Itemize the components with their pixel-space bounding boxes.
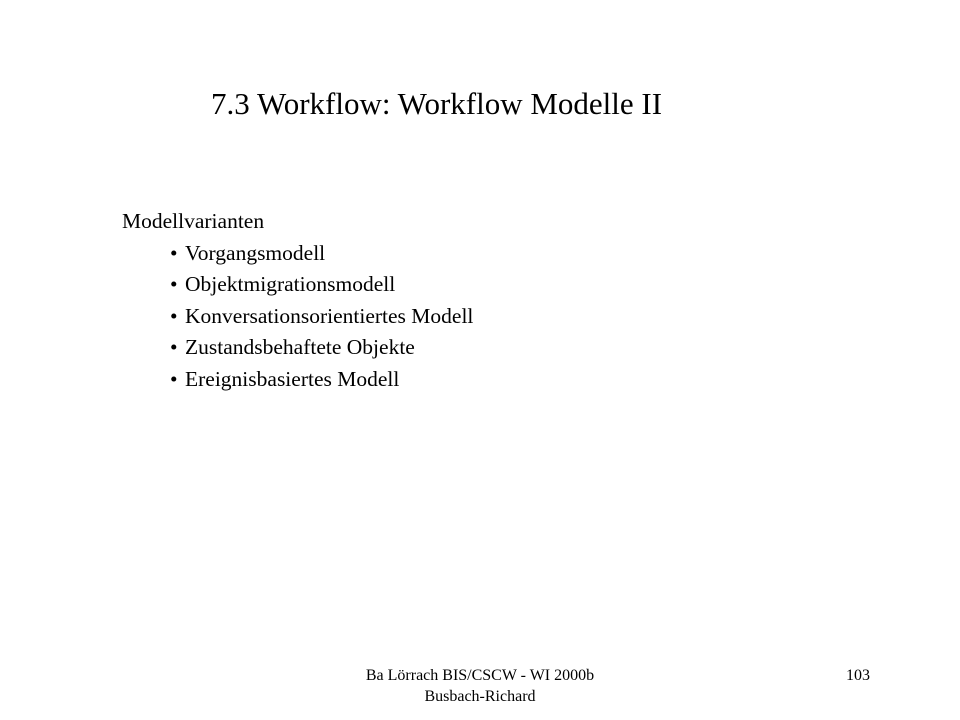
bullet-icon: •: [170, 272, 178, 297]
bullet-list: [122, 238, 473, 396]
slide-title: 7.3 Workflow: Workflow Modelle II: [211, 86, 663, 121]
list-item: [170, 269, 473, 301]
list-item: [170, 364, 473, 396]
list-item-label: Ereignisbasiertes Modell: [185, 366, 400, 391]
list-item: [170, 238, 473, 270]
footer-source-line-2: Busbach-Richard: [424, 688, 536, 705]
list-item-label: Vorgangsmodell: [185, 240, 326, 265]
list-item-label: Zustandsbehaftete Objekte: [185, 335, 415, 360]
list-item: [170, 301, 473, 333]
footer-source-line-1: Ba Lörrach BIS/CSCW - WI 2000b: [365, 667, 595, 684]
list-item: [170, 332, 473, 364]
bullet-icon: •: [170, 240, 178, 265]
bullet-icon: •: [170, 335, 178, 360]
footer-source: [300, 665, 660, 707]
section-heading: Modellvarianten: [122, 209, 265, 233]
list-item-label: Konversationsorientiertes Modell: [185, 303, 474, 328]
list-item-label: Objektmigrationsmodell: [185, 272, 396, 297]
bullet-icon: •: [170, 303, 178, 328]
slide-content: [122, 206, 473, 396]
bullet-icon: •: [170, 366, 178, 391]
page-number: 103: [846, 667, 870, 684]
